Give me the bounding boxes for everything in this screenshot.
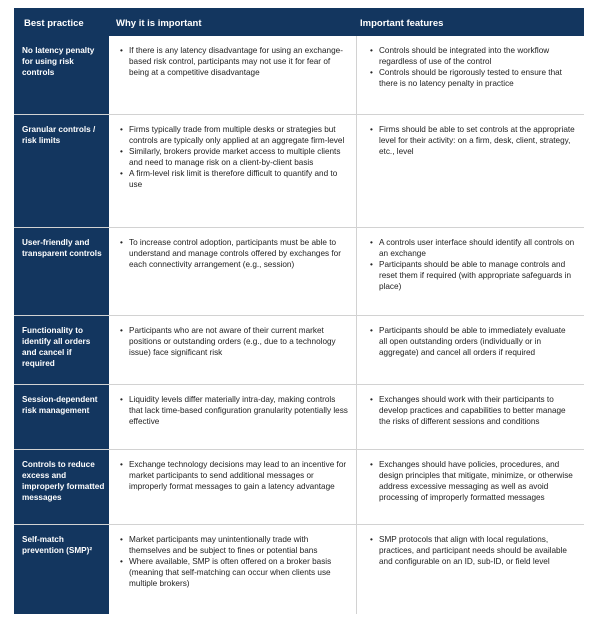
- important-features-cell: [370, 394, 575, 427]
- important-feature-bullet: • Exchanges should have policies, procedures, and design principles that mitigate, minimize, or otherwise address excessive messaging as well as avoid processing of improperly formatted messages: [370, 459, 575, 503]
- table-row: [14, 316, 584, 385]
- table-row: [14, 385, 584, 450]
- best-practice-label: Self-match prevention (SMP)²: [22, 535, 93, 555]
- important-features-cell: [370, 325, 575, 358]
- why-important-bullet: • A firm-level risk limit is therefore difficult to quantify and to use: [120, 168, 348, 190]
- important-feature-bullet: • Controls should be integrated into the workflow regardless of use of the control: [370, 45, 575, 67]
- why-important-cell: [120, 534, 348, 589]
- important-feature-bullet: • Controls should be rigorously tested to ensure that there is no latency penalty in practice: [370, 67, 575, 89]
- why-important-bullet: • Where available, SMP is often offered on a broker basis (meaning that self-matching can occur when clients use multiple brokers): [120, 556, 348, 589]
- best-practice-label: Granular controls / risk limits: [22, 125, 96, 145]
- important-feature-bullet: • Firms should be able to set controls at the appropriate level for their activity: on a firm, desk, client, strategy, etc., level: [370, 124, 575, 157]
- why-important-bullet: • Liquidity levels differ materially intra-day, making controls that lack time-based configuration granularity potentially less effective: [120, 394, 348, 427]
- important-features-cell: [370, 45, 575, 89]
- why-important-bullet: • To increase control adoption, participants must be able to understand and manage controls offered by exchanges for each connectivity arrangement (e.g., session): [120, 237, 348, 270]
- table-row: [14, 450, 584, 525]
- header-why-important: Why it is important: [116, 18, 202, 29]
- best-practice-label: Session-dependent risk management: [22, 395, 98, 415]
- important-feature-bullet: • SMP protocols that align with local regulations, practices, and participant needs should be available and configurable on an ID, sub-ID, or field level: [370, 534, 575, 567]
- column-divider: [356, 316, 357, 385]
- why-important-bullet: • Participants who are not aware of their current market positions or outstanding orders (e.g., due to a technology issue) face significant risk: [120, 325, 348, 358]
- important-features-cell: [370, 459, 575, 503]
- why-important-bullet: • Exchange technology decisions may lead to an incentive for market participants to send additional messages or improperly format messages to gain a latency advantage: [120, 459, 348, 492]
- best-practice-label: Controls to reduce excess and improperly formatted messages: [22, 460, 105, 502]
- why-important-bullet: • If there is any latency disadvantage for using an exchange-based risk control, participants may not use it for fear of being at a competitive disadvantage: [120, 45, 348, 78]
- column-divider: [356, 525, 357, 614]
- important-features-cell: [370, 124, 575, 157]
- column-divider: [356, 115, 357, 228]
- table-header: [14, 8, 584, 36]
- why-important-cell: [120, 325, 348, 358]
- table-row: [14, 115, 584, 228]
- table-row: [14, 228, 584, 316]
- important-feature-bullet: • Participants should be able to immediately evaluate all open outstanding orders (individually or in aggregate) and cancel all orders if required: [370, 325, 575, 358]
- best-practice-label: No latency penalty for using risk controls: [22, 46, 95, 77]
- important-feature-bullet: • A controls user interface should identify all controls on an exchange: [370, 237, 575, 259]
- why-important-cell: [120, 237, 348, 270]
- header-best-practice: Best practice: [24, 18, 84, 29]
- column-divider: [356, 36, 357, 115]
- best-practice-label: User-friendly and transparent controls: [22, 238, 102, 258]
- column-divider: [356, 450, 357, 525]
- important-feature-bullet: • Participants should be able to manage controls and reset them if required (with appropriate safeguards in place): [370, 259, 575, 292]
- header-important-features: Important features: [360, 18, 444, 29]
- why-important-cell: [120, 394, 348, 427]
- important-feature-bullet: • Exchanges should work with their participants to develop practices and capabilities to better manage the risks of different sessions and conditions: [370, 394, 575, 427]
- best-practice-label: Functionality to identify all orders and cancel if required: [22, 326, 91, 368]
- important-features-cell: [370, 534, 575, 567]
- column-divider: [356, 385, 357, 450]
- column-divider: [356, 228, 357, 316]
- why-important-cell: [120, 459, 348, 492]
- why-important-bullet: • Market participants may unintentionally trade with themselves and be subject to fines or potential bans: [120, 534, 348, 556]
- table-row: [14, 525, 584, 614]
- why-important-cell: [120, 45, 348, 78]
- why-important-bullet: • Similarly, brokers provide market access to multiple clients and need to manage risk on a client-by-client basis: [120, 146, 348, 168]
- table-row: [14, 36, 584, 115]
- important-features-cell: [370, 237, 575, 292]
- why-important-cell: [120, 124, 348, 190]
- why-important-bullet: • Firms typically trade from multiple desks or strategies but controls are typically only applied at an aggregate firm-level: [120, 124, 348, 146]
